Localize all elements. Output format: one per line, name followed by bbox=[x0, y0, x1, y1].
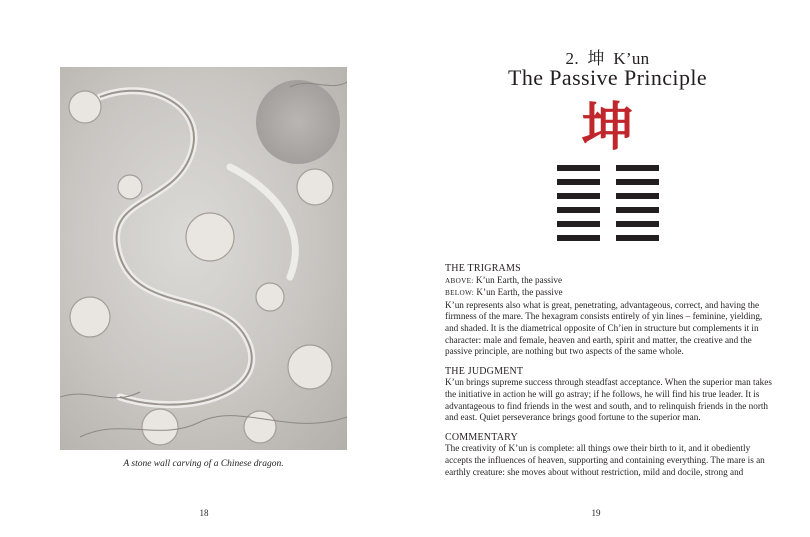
hexagram-number: 2. bbox=[565, 49, 579, 68]
hexagram-line bbox=[557, 179, 659, 185]
hexagram-name: K’un bbox=[613, 49, 650, 68]
trigrams-text: K’un represents also what is great, penetrating, advantageous, correct, and having the firmness of the mare. The hexagram consists entirely of yin lines – feminine, yielding, and shaded. It is the diametrical opposite of Ch’ien in structure but complements it in character: male and female, heaven and earth, spirit and matter, the creative and the passive principle, are nothing but two aspects of the same whole. bbox=[445, 299, 763, 357]
page-title: The Passive Principle bbox=[507, 65, 708, 90]
hexagram-line bbox=[557, 207, 659, 213]
trigrams-heading: THE TRIGRAMS bbox=[445, 263, 521, 274]
right-page bbox=[405, 0, 810, 537]
hexagram-line bbox=[557, 165, 659, 171]
trigram-below bbox=[445, 287, 777, 300]
trigram-above bbox=[445, 275, 777, 288]
body-text bbox=[445, 263, 777, 478]
below-label: BELOW: bbox=[445, 289, 475, 298]
hexagram-line bbox=[557, 221, 659, 227]
commentary-text: The creativity of K’un is complete: all things owe their birth to it, and it obediently accepts the influences of heaven, supporting and containing everything. The mare is an earthly creature: she moves about without restriction, mild and docile, strong and bbox=[445, 443, 765, 477]
hexagram-line bbox=[557, 193, 659, 199]
above-value: K’un Earth, the passive bbox=[475, 274, 563, 285]
dragon-carving-photo bbox=[60, 67, 347, 450]
judgment-text: K’un brings supreme success through steadfast acceptance. When the superior man takes the initiative in action he will go astray; if he follows, he will find his true leader. It is advantageous to find friends in the west and south, and to relinquish friends in the north and east. Quiet perseverance brings good fortune to the superior man. bbox=[445, 377, 772, 423]
judgment-heading: THE JUDGMENT bbox=[445, 365, 524, 377]
hexagram-glyph-small: 坤 bbox=[587, 49, 605, 68]
page-number-left: 18 bbox=[199, 508, 209, 518]
page-number-right: 19 bbox=[591, 508, 601, 518]
hexagram-glyph-large: 坤 bbox=[581, 98, 634, 158]
above-label: ABOVE: bbox=[445, 276, 474, 285]
below-value: K’un Earth, the passive bbox=[476, 287, 563, 298]
photo-caption: A stone wall carving of a Chinese dragon. bbox=[123, 459, 284, 469]
commentary-heading: COMMENTARY bbox=[445, 431, 518, 443]
hexagram-symbol bbox=[557, 165, 659, 243]
hexagram-line bbox=[557, 235, 659, 241]
